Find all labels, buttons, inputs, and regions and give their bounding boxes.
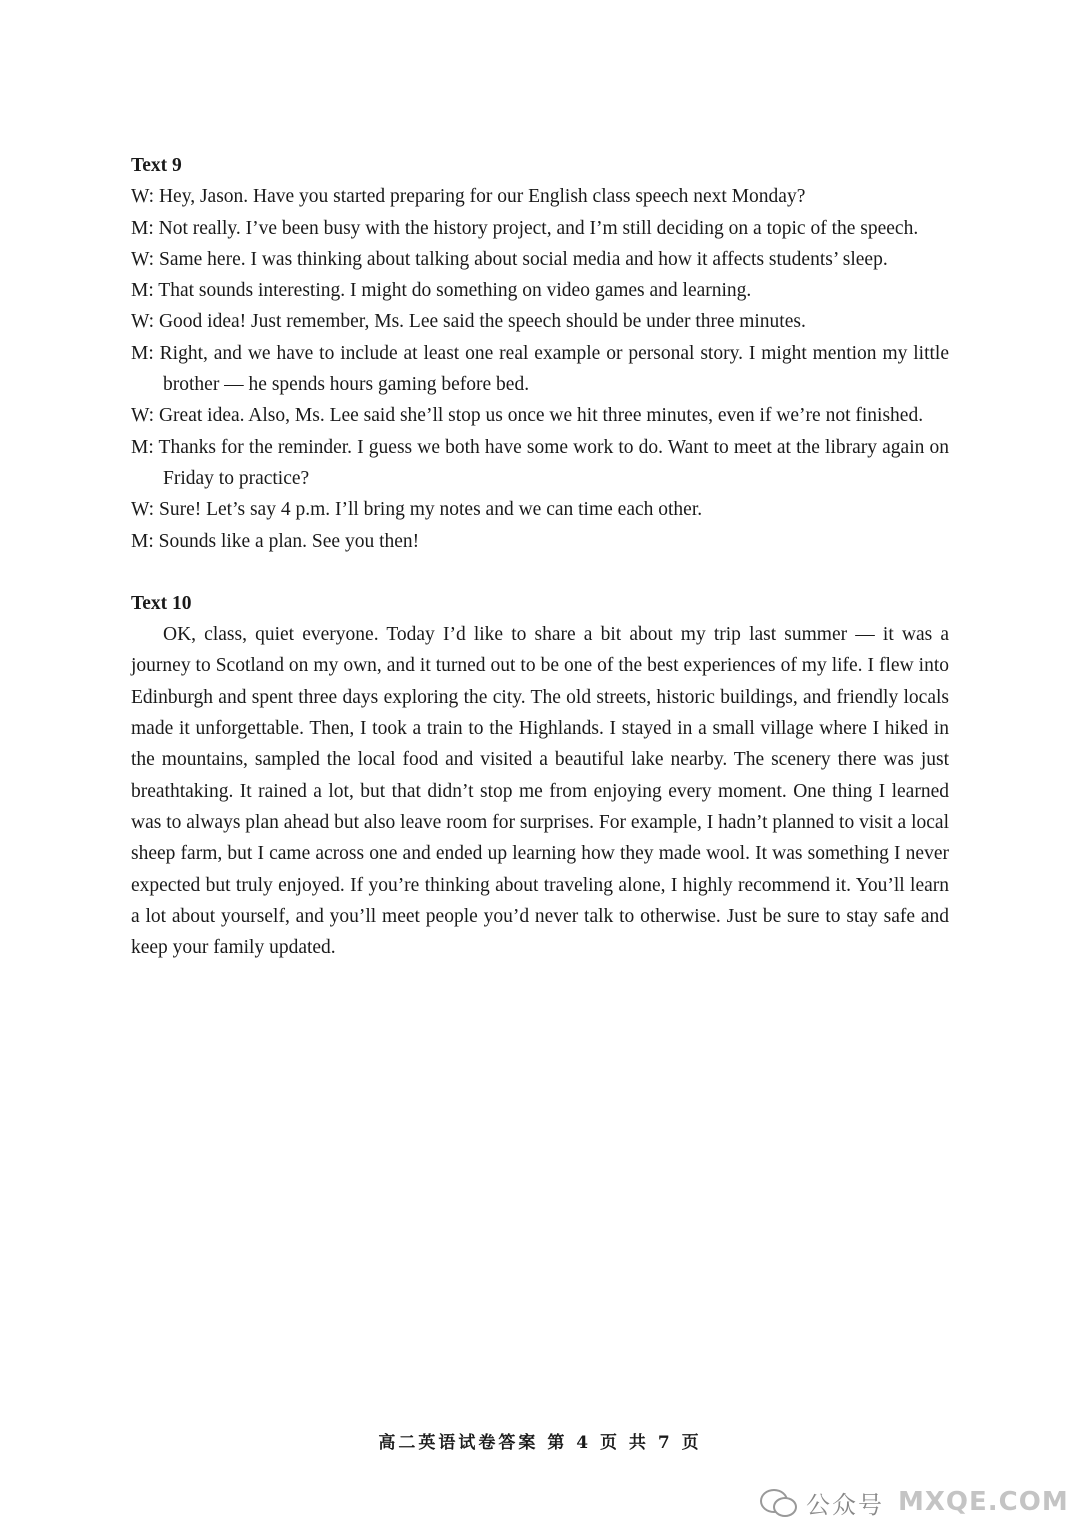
document-body xyxy=(131,150,949,963)
dialogue-line: W: Sure! Let’s say 4 p.m. I’ll bring my notes and we can time each other. xyxy=(131,499,703,521)
dialogue-line: M: Thanks for the reminder. I guess we both have some work to do. Want to meet at the library again on Friday to practice? xyxy=(131,436,949,489)
watermark xyxy=(760,1470,1080,1534)
dialogue-line: W: Same here. I was thinking about talking about social media and how it affects students’ sleep. xyxy=(131,248,888,270)
dialogue-line: W: Good idea! Just remember, Ms. Lee said the speech should be under three minutes. xyxy=(131,311,806,333)
page-footer: 高二英语试卷答案 第 4 页 共 7 页 xyxy=(378,1433,702,1453)
dialogue-line: M: Not really. I’ve been busy with the history project, and I’m still deciding on a topic of the speech. xyxy=(131,217,919,239)
dialogue-line: M: Right, and we have to include at least one real example or personal story. I might mention my little brother — he spends hours gaming before bed. xyxy=(131,342,949,396)
dialogue-line: W: Great idea. Also, Ms. Lee said she’ll stop us once we hit three minutes, even if we’re not finished. xyxy=(131,405,924,427)
wechat-icon xyxy=(760,1487,796,1517)
text10-paragraph: OK, class, quiet everyone. Today I’d like to share a bit about my trip last summer — it was a journey to Scotland on my own, and it turned out to be one of the best experiences of my life. I flew into Edinburgh and spent three days exploring the city. The old streets, historic buildings, and friendly locals made it unforgettable. Then, I took a train to the Highlands. I stayed in a small village where I hiked in the mountains, sampled the local food and visited a beautiful lake nearby. The scenery there was just breathtaking. It rained a lot, but that didn’t stop me from enjoying every moment. One thing I learned was to always plan ahead but also leave room for surprises. For example, I hadn’t planned to visit a local sheep farm, but I came across one and ended up learning how they made wool. It was something I never expected but truly enjoyed. If you’re thinking about traveling alone, I highly recommend it. You’ll learn a lot about yourself, and you’ll meet people you’d never talk to otherwise. Just be sure to stay safe and keep your family updated. xyxy=(131,624,949,959)
text9-heading: Text 9 xyxy=(131,155,182,176)
dialogue-line: W: Hey, Jason. Have you started preparing for our English class speech next Monday? xyxy=(131,186,806,208)
section-spacer xyxy=(131,557,949,588)
watermark-label: 公众号 xyxy=(806,1490,884,1519)
text9-dialogue xyxy=(131,181,949,557)
text10-heading: Text 10 xyxy=(131,592,192,614)
watermark-site: MXQE.COM xyxy=(898,1487,1069,1517)
dialogue-line: M: That sounds interesting. I might do something on video games and learning. xyxy=(131,280,752,302)
dialogue-line: M: Sounds like a plan. See you then! xyxy=(131,530,420,552)
